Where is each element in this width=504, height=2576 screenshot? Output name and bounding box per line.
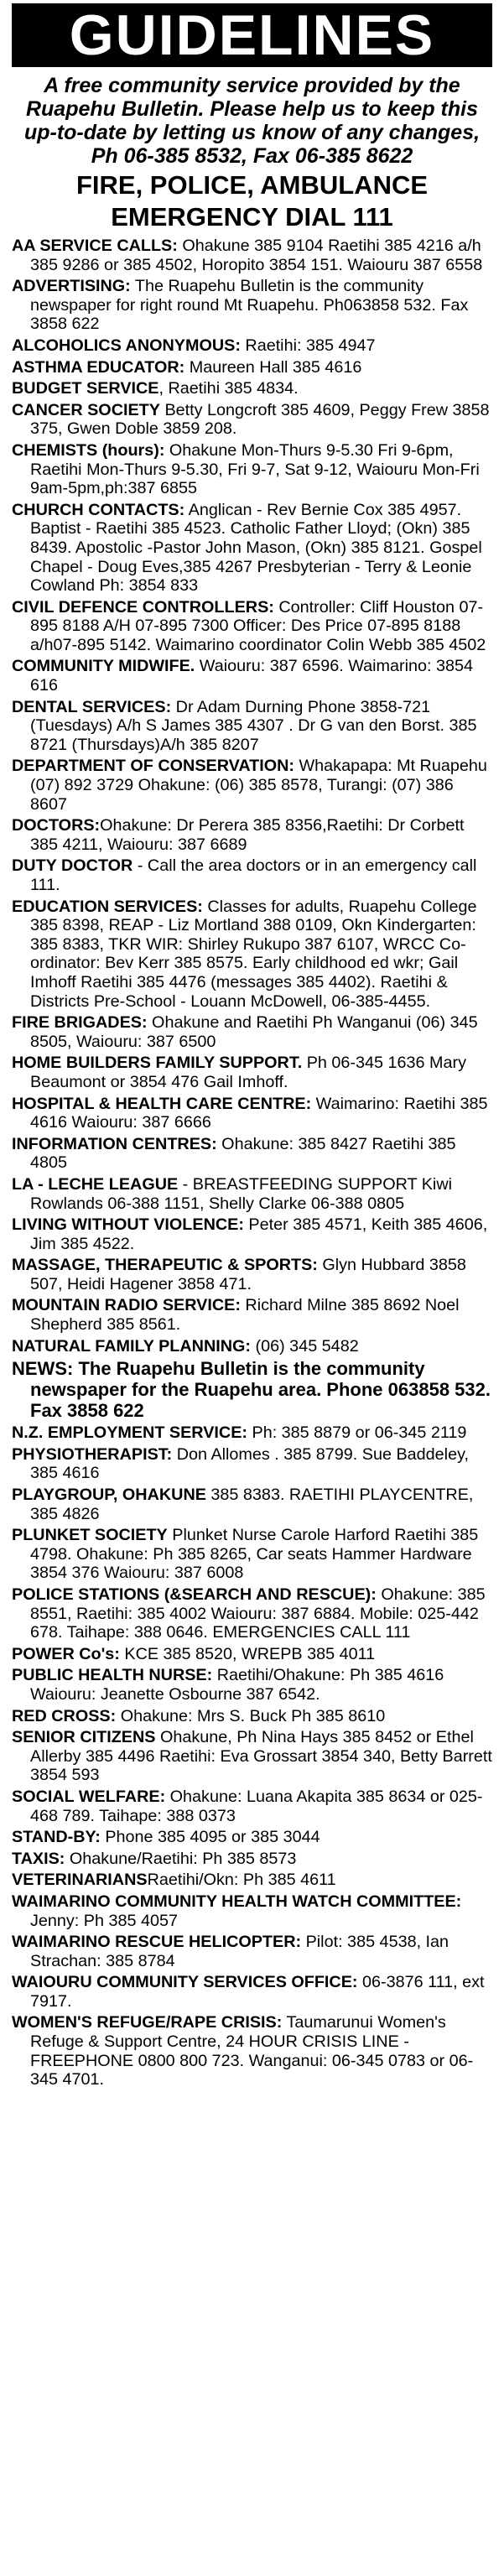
guidelines-page xyxy=(0,3,504,2576)
directory-list xyxy=(12,237,492,2089)
entry-details: Waiouru: 387 6596. Waimarino: 3854 616 xyxy=(30,657,474,695)
entry-details: Taumarunui Women's Refuge & Support Centre, 24 HOUR CRISIS LINE - FREEPHONE 0800 800 723. Wanganui: 06-345 0783 or 06-345 4701. xyxy=(30,2013,474,2089)
directory-entry xyxy=(12,1054,492,1091)
directory-entry xyxy=(12,1013,492,1051)
entry-details: - Call the area doctors or in an emergency call 111. xyxy=(30,856,477,894)
emergency-heading xyxy=(12,169,492,233)
directory-entry xyxy=(12,1850,492,1869)
entry-heading: VETERINARIANS xyxy=(12,1871,148,1890)
entry-heading: WAIOURU COMMUNITY SERVICES OFFICE: xyxy=(12,1973,358,1992)
directory-entry xyxy=(12,1256,492,1293)
entry-heading: CHEMISTS (hours): xyxy=(12,440,165,460)
entry-heading: CHURCH CONTACTS: xyxy=(12,500,185,519)
entry-details: Raetihi/Ohakune: Ph 385 4616 Waiouru: Jeanette Osbourne 387 6542. xyxy=(30,1666,444,1704)
entry-details: Ohakune: Dr Perera 385 8356,Raetihi: Dr Corbett 385 4211, Waiouru: 387 6689 xyxy=(30,816,465,854)
entry-heading: PLAYGROUP, OHAKUNE xyxy=(12,1486,206,1505)
directory-entry xyxy=(12,2013,492,2089)
directory-entry xyxy=(12,1645,492,1664)
entry-heading: DOCTORS: xyxy=(12,816,101,835)
entry-details: Peter 385 4571, Keith 385 4606, Jim 385 4522. xyxy=(30,1215,488,1253)
entry-details: Waimarino: Raetihi 385 4616 Waiouru: 387 6666 xyxy=(30,1094,488,1132)
directory-entry xyxy=(12,598,492,655)
entry-details: (06) 345 5482 xyxy=(251,1336,359,1356)
entry-heading: HOME BUILDERS FAMILY SUPPORT. xyxy=(12,1054,303,1073)
entry-heading: DEPARTMENT OF CONSERVATION: xyxy=(12,757,295,776)
entry-details: 385 8383. RAETIHI PLAYCENTRE, 385 4826 xyxy=(30,1486,474,1523)
entry-heading: CANCER SOCIETY xyxy=(12,400,160,419)
entry-heading: POWER Co's: xyxy=(12,1644,120,1663)
entry-heading: PUBLIC HEALTH NURSE: xyxy=(12,1666,213,1685)
directory-entry xyxy=(12,358,492,377)
entry-heading: NATURAL FAMILY PLANNING: xyxy=(12,1336,252,1356)
entry-details: - BREASTFEEDING SUPPORT Kiwi Rowlands 06-388 1151, Shelly Clarke 06-388 0805 xyxy=(30,1174,453,1213)
entry-details: Glyn Hubbard 3858 507, Heidi Hagener 3858 471. xyxy=(30,1256,466,1293)
entry-heading: NEWS: xyxy=(12,1358,74,1380)
directory-entry xyxy=(12,1707,492,1726)
entry-details: Ph: 385 8879 or 06-345 2119 xyxy=(247,1423,467,1443)
directory-entry xyxy=(12,856,492,894)
entry-details: Ohakune/Raetihi: Ph 385 8573 xyxy=(65,1849,297,1868)
entry-details: Raetihi: 385 4947 xyxy=(240,336,376,355)
entry-details: Anglican - Rev Bernie Cox 385 4957. Baptist - Raetihi 385 4523. Catholic Father Lloyd; (Okn) 385 8439. Apostolic -Pastor John Mason, (Okn) 385 8121. Gospel Chapel - Doug Eves,385 4267 Presbyterian - Terry & Leonie Cowland Ph: 3854 833 xyxy=(30,500,482,596)
entry-heading: MOUNTAIN RADIO SERVICE: xyxy=(12,1296,241,1315)
directory-entry xyxy=(12,1788,492,1825)
entry-details: Phone 385 4095 or 385 3044 xyxy=(100,1828,320,1847)
directory-entry xyxy=(12,698,492,755)
entry-details: Ohakune, Ph Nina Hays 385 8452 or Ethel Allerby 385 4496 Raetihi: Eva Grossart 3854 340, Betty Barrett 3854 593 xyxy=(30,1728,492,1785)
entry-heading: AA SERVICE CALLS: xyxy=(12,237,178,255)
directory-entry xyxy=(12,1175,492,1213)
directory-entry xyxy=(12,757,492,814)
entry-details: Maureen Hall 385 4616 xyxy=(184,357,362,377)
entry-heading: TAXIS: xyxy=(12,1849,65,1868)
entry-details: Richard Milne 385 8692 Noel Shepherd 385 8561. xyxy=(30,1296,460,1335)
entry-heading: DUTY DOCTOR xyxy=(12,856,133,876)
entry-heading: MASSAGE, THERAPEUTIC & SPORTS: xyxy=(12,1256,318,1275)
directory-entry xyxy=(12,1296,492,1334)
directory-entry xyxy=(12,1486,492,1523)
entry-details: Whakapapa: Mt Ruapehu (07) 892 3729 Ohakune: (06) 385 8578, Turangi: (07) 386 8607 xyxy=(30,757,487,814)
entry-details: Ohakune: 385 8551, Raetihi: 385 4002 Waiouru: 387 6884. Mobile: 025-442 678. Taihape: 388 0646. EMERGENCIES CALL 111 xyxy=(30,1585,486,1642)
entry-heading: STAND-BY: xyxy=(12,1828,101,1847)
entry-heading: LA - LECHE LEAGUE xyxy=(12,1174,179,1194)
entry-details: Raetihi/Okn: Ph 385 4611 xyxy=(147,1871,336,1890)
entry-heading: BUDGET SERVICE xyxy=(12,379,159,398)
entry-details: Ohakune: Luana Akapita 385 8634 or 025-468 789. Taihape: 388 0373 xyxy=(30,1787,483,1825)
entry-heading: PHYSIOTHERAPIST: xyxy=(12,1444,173,1464)
entry-heading: SOCIAL WELFARE: xyxy=(12,1787,166,1806)
entry-heading: SENIOR CITIZENS xyxy=(12,1728,156,1747)
entry-details: Ohakune Mon-Thurs 9-5.30 Fri 9-6pm, Raetihi Mon-Thurs 9-5.30, Fri 9-7, Sat 9-12, Waiouru Mon-Fri 9am-5pm,ph:387 6855 xyxy=(30,440,480,498)
directory-entry xyxy=(12,277,492,334)
directory-entry xyxy=(12,1585,492,1642)
directory-entry xyxy=(12,336,492,356)
intro-text: A free community service provided by the Ruapehu Bulletin. Please help us to keep this up-to-date by letting us know of any changes, Ph 06-385 8532, Fax 06-385 8622 xyxy=(23,74,481,168)
entry-details: Controller: Cliff Houston 07-895 8188 A/H 07-895 7300 Officer: Des Price 07-895 8188 a/h07-895 5142. Waimarino coordinator Colin Webb 385 4502 xyxy=(30,597,486,654)
entry-details: 06-3876 111, ext 7917. xyxy=(30,1973,485,2011)
directory-entry xyxy=(12,1358,492,1421)
entry-details: The Ruapehu Bulletin is the community newspaper for right round Mt Ruapehu. Ph063858 532. Fax 3858 622 xyxy=(30,277,469,334)
entry-heading: FIRE BRIGADES: xyxy=(12,1013,148,1033)
directory-entry xyxy=(12,657,492,695)
directory-entry xyxy=(12,1337,492,1356)
directory-entry xyxy=(12,1526,492,1583)
directory-entry xyxy=(12,1095,492,1132)
entry-heading: WAIMARINO RESCUE HELICOPTER: xyxy=(12,1933,302,1952)
entry-heading: RED CROSS: xyxy=(12,1706,117,1725)
entry-heading: CIVIL DEFENCE CONTROLLERS: xyxy=(12,597,274,617)
directory-entry xyxy=(12,1973,492,2011)
entry-heading: ALCOHOLICS ANONYMOUS: xyxy=(12,336,241,355)
directory-entry xyxy=(12,898,492,1012)
entry-details: Ph 06-345 1636 Mary Beaumont or 3854 476 Gail Imhoff. xyxy=(30,1054,466,1091)
entry-details: Ohakune: 385 8427 Raetihi 385 4805 xyxy=(30,1134,456,1173)
entry-heading: WAIMARINO COMMUNITY HEALTH WATCH COMMITTEE: xyxy=(12,1892,462,1911)
entry-details: Pilot: 385 4538, Ian Strachan: 385 8784 xyxy=(30,1933,449,1970)
entry-details: Ohakune and Raetihi Ph Wanganui (06) 345 8505, Waiouru: 387 6500 xyxy=(30,1013,478,1051)
entry-details: Jenny: Ph 385 4057 xyxy=(30,1911,178,1930)
entry-heading: COMMUNITY MIDWIFE. xyxy=(12,657,195,676)
directory-entry xyxy=(12,1666,492,1704)
entry-details: KCE 385 8520, WREPB 385 4011 xyxy=(119,1644,376,1663)
directory-entry xyxy=(12,379,492,398)
directory-entry xyxy=(12,816,492,854)
entry-details: Classes for adults, Ruapehu College 385 8398, REAP - Liz Mortland 388 0109, Okn Kindergarten: 385 8383, TKR WIR: Shirley Rukupo 387 6107, WRCC Co-ordinator: Bev Kerr 385 8575. Early childhood ed wkr; Gail Imhoff Raetihi 385 4476 (messages 385 4402). Raetihi & Districts Pre-School - Louann McDowell, 06-385-4455. xyxy=(30,897,477,1011)
entry-heading: ADVERTISING: xyxy=(12,277,131,296)
entry-details: Betty Longcroft 385 4609, Peggy Frew 3858 375, Gwen Doble 3859 208. xyxy=(30,400,490,439)
entry-heading: DENTAL SERVICES: xyxy=(12,697,172,716)
entry-details: Don Allomes . 385 8799. Sue Baddeley, 385 4616 xyxy=(30,1444,469,1483)
directory-entry xyxy=(12,401,492,439)
emergency-dial-line: EMERGENCY DIAL 111 xyxy=(111,202,393,232)
directory-entry xyxy=(12,501,492,596)
emergency-services-line: FIRE, POLICE, AMBULANCE xyxy=(75,170,429,200)
entry-details: Plunket Nurse Carole Harford Raetihi 385 4798. Ohakune: Ph 385 8265, Car seats Hammer Hardware 3854 376 Waiouru: 387 6008 xyxy=(30,1526,479,1583)
directory-entry xyxy=(12,1423,492,1443)
directory-entry xyxy=(12,237,492,274)
entry-heading: PLUNKET SOCIETY xyxy=(12,1526,168,1545)
directory-entry xyxy=(12,1933,492,1970)
directory-entry xyxy=(12,441,492,498)
directory-entry xyxy=(12,1215,492,1253)
directory-entry xyxy=(12,1728,492,1785)
directory-entry xyxy=(12,1445,492,1483)
entry-details: , Raetihi 385 4834. xyxy=(158,379,299,398)
page-title: GUIDELINES xyxy=(12,3,492,67)
directory-entry xyxy=(12,1135,492,1173)
entry-heading: EDUCATION SERVICES: xyxy=(12,897,203,916)
entry-heading: ASTHMA EDUCATOR: xyxy=(12,357,185,377)
entry-heading: LIVING WITHOUT VIOLENCE: xyxy=(12,1215,244,1235)
directory-entry xyxy=(12,1828,492,1847)
entry-heading: N.Z. EMPLOYMENT SERVICE: xyxy=(12,1423,247,1443)
entry-heading: HOSPITAL & HEALTH CARE CENTRE: xyxy=(12,1094,312,1113)
directory-entry xyxy=(12,1892,492,1930)
entry-details: The Ruapehu Bulletin is the community newspaper for the Ruapehu area. Phone 063858 532. Fax 3858 622 xyxy=(30,1358,491,1422)
entry-heading: WOMEN'S REFUGE/RAPE CRISIS: xyxy=(12,2013,283,2032)
entry-details: Ohakune: Mrs S. Buck Ph 385 8610 xyxy=(116,1706,386,1725)
entry-details: Ohakune 385 9104 Raetihi 385 4216 a/h 385 9286 or 385 4502, Horopito 3854 151. Waiouru 387 6558 xyxy=(30,237,483,274)
entry-details: Dr Adam Durning Phone 3858-721 (Tuesdays) A/h S James 385 4307 . Dr G van den Borst. 385 8721 (Thursdays)A/h 385 8207 xyxy=(30,697,477,754)
entry-heading: INFORMATION CENTRES: xyxy=(12,1134,217,1153)
entry-heading: POLICE STATIONS (&SEARCH AND RESCUE): xyxy=(12,1585,377,1604)
directory-entry xyxy=(12,1871,492,1890)
